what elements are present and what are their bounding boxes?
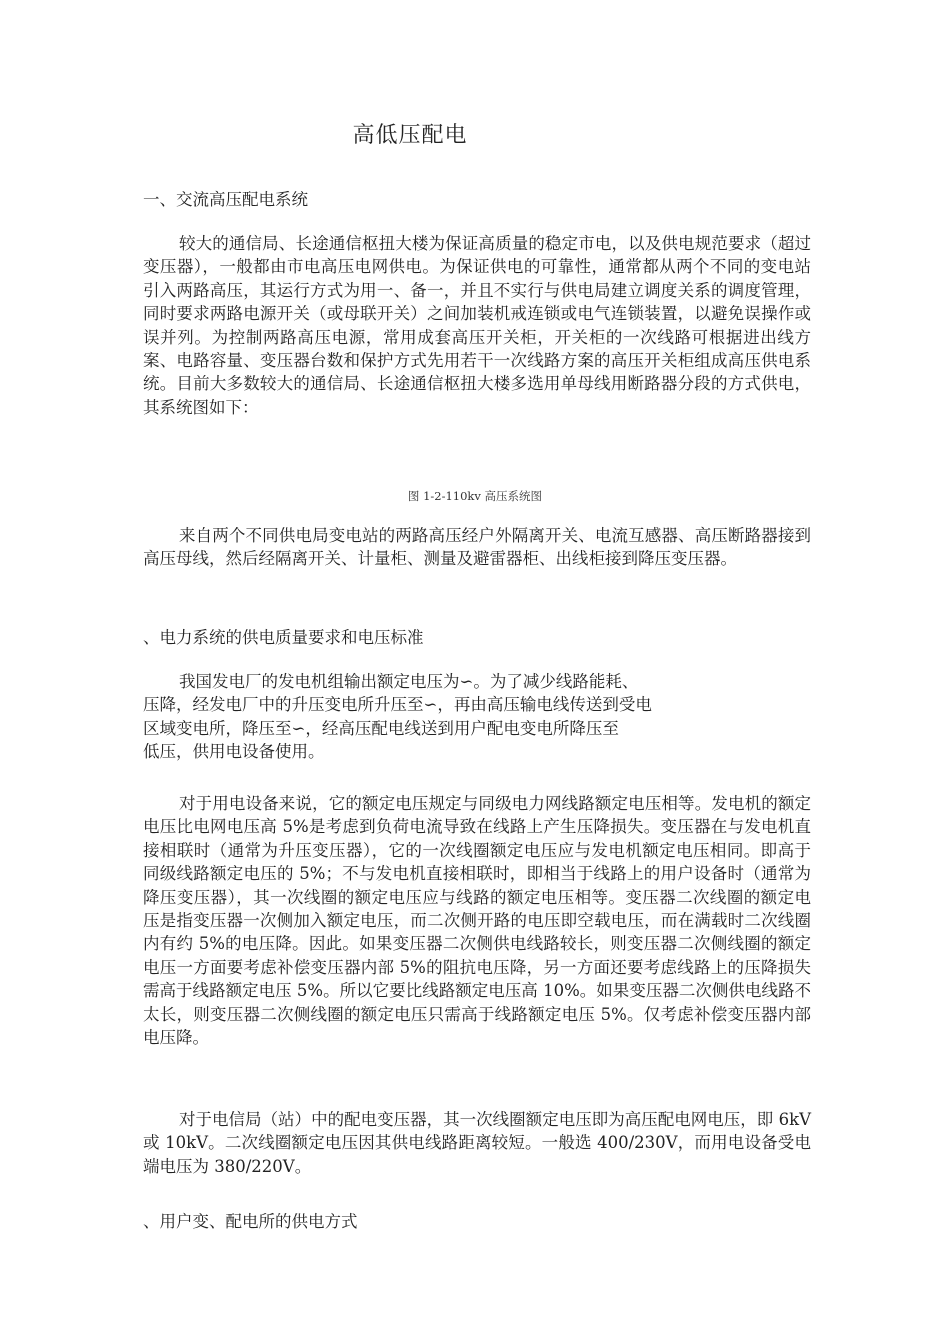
paragraph-3-line: 我国发电厂的发电机组输出额定电压为∽。为了减少线路能耗、 (179, 672, 639, 691)
paragraph-3-line: 区域变电所，降压至∽，经高压配电线送到用户配电变电所降压至 (143, 718, 619, 738)
section-heading-1: 一、交流高压配电系统 (143, 190, 308, 209)
section-heading-3: 、用户变、配电所的供电方式 (143, 1212, 358, 1231)
paragraph-3-line: 压降，经发电厂中的升压变电所升压至∽，再由高压输电线传送到受电 (143, 695, 652, 715)
paragraph-5: 对于电信局（站）中的配电变压器，其一次线圈额定电压即为高压配电网电压，即 6kV 或 10kV。二次线圈额定电压因其供电线路距离较短。一般选 400/230V，而用电设备受电端电压为 380/220V。 (143, 1110, 811, 1176)
paragraph-3-line: 低压，供用电设备使用。 (143, 742, 325, 762)
figure-caption: 图 1-2-110kv 高压系统图 (407, 489, 543, 503)
paragraph-4: 对于用电设备来说，它的额定电压规定与同级电力网线路额定电压相等。发电机的额定电压比电网电压高 5%是考虑到负荷电流导致在线路上产生压降损失。变压器在与发电机直接相联时（通常为升压变压器），它的一次线圈额定电压应与发电机额定电压相同。即高于同级线路额定电压的 5%；不与发电机直接相联时，即相当于线路上的用户设备时（通常为降压变压器），其一次线圈的额定电压应与线路的额定电压相等。变压器二次线圈的额定电压是指变压器一次侧加入额定电压，而二次侧开路的电压即空载电压，而在满载时二次线圈内有约 5%的电压降。因此。如果变压器二次侧供电线路较长，则变压器二次侧线圈的额定电压一方面要考虑补偿变压器内部 5%的阻抗电压降，另一方面还要考虑线路上的压降损失需高于线路额定电压 5%。所以它要比线路额定电压高 10%。如果变压器二次侧供电线路不太长，则变压器二次侧线圈的额定电压只需高于线路额定电压 5%。仅考虑补偿变压器内部电压降。 (143, 794, 811, 1048)
section-heading-2: 、电力系统的供电质量要求和电压标准 (143, 628, 424, 647)
paragraph-1: 较大的通信局、长途通信枢扭大楼为保证高质量的稳定市电，以及供电规范要求（超过变压器），一般都由市电高压电网供电。为保证供电的可靠性，通常都从两个不同的变电站引入两路高压，其运行方式为用一、备一，并且不实行与供电局建立调度关系的调度管理，同时要求两路电源开关（或母联开关）之间加装机戒连锁或电气连锁装置，以避免误操作或误并列。为控制两路高压电源，常用成套高压开关柜，开关柜的一次线路可根据进出线方案、电路容量、变压器台数和保护方式先用若干一次线路方案的高压开关柜组成高压供电系统。目前大多数较大的通信局、长途通信枢扭大楼多选用单母线用断路器分段的方式供电，其系统图如下： (143, 234, 811, 417)
paragraph-3 (143, 670, 811, 764)
paragraph-2: 来自两个不同供电局变电站的两路高压经户外隔离开关、电流互感器、高压断路器接到高压母线，然后经隔离开关、计量柜、测量及避雷器柜、出线柜接到降压变压器。 (143, 526, 811, 569)
document-title: 高低压配电 (352, 123, 468, 148)
